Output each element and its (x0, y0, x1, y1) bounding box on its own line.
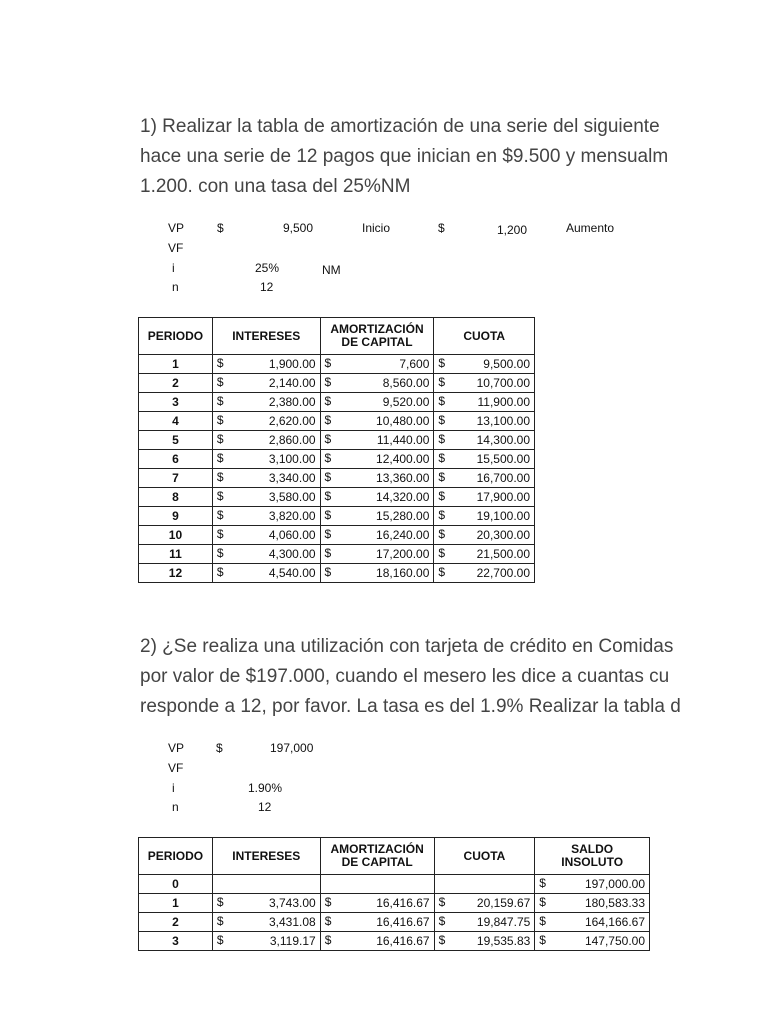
currency-symbol: $ (324, 565, 332, 579)
cell-periodo: 1 (139, 894, 213, 913)
cell-money (320, 355, 434, 374)
table-row (139, 913, 650, 932)
amount: 7,600 (399, 357, 430, 371)
table-row (139, 393, 535, 412)
currency-symbol: $ (324, 470, 332, 484)
currency-symbol: $ (324, 413, 332, 427)
cell-money (535, 875, 650, 894)
table-row (139, 488, 535, 507)
question-2-line-1: 2) ¿Se realiza una utilización con tarjeta de crédito en Comidas (140, 636, 674, 657)
currency-symbol: $ (324, 451, 332, 465)
table-row (139, 526, 535, 545)
cell-money (434, 932, 535, 951)
amount: 3,340.00 (268, 471, 316, 485)
amount: 20,159.67 (476, 896, 531, 910)
amount: 3,820.00 (268, 509, 316, 523)
cell-periodo: 2 (139, 913, 213, 932)
cell-money (320, 450, 434, 469)
currency-symbol: $ (438, 413, 446, 427)
cell-periodo: 9 (139, 507, 213, 526)
cell-money (320, 564, 434, 583)
table-body (139, 355, 535, 583)
header-intereses: INTERESES (212, 838, 320, 875)
amortization-table-1 (138, 317, 535, 583)
n-value: 12 (260, 280, 274, 294)
currency-symbol: $ (438, 914, 446, 928)
currency-symbol: $ (438, 375, 446, 389)
header-cuota: CUOTA (434, 838, 535, 875)
table-header-row (139, 318, 535, 355)
cell-money (320, 488, 434, 507)
cell-money (535, 932, 650, 951)
cell-money (434, 374, 535, 393)
cell-money (212, 431, 320, 450)
amount: 17,200.00 (376, 547, 430, 561)
currency-symbol: $ (216, 356, 224, 370)
currency-symbol: $ (216, 565, 224, 579)
cell-money (434, 564, 535, 583)
cell-money (434, 894, 535, 913)
currency-symbol: $ (216, 933, 224, 947)
amount: 180,583.33 (584, 896, 645, 910)
currency-symbol: $ (438, 394, 446, 408)
cell-periodo: 7 (139, 469, 213, 488)
aumento-label: Aumento (566, 221, 615, 235)
currency-symbol: $ (438, 933, 446, 947)
amount: 3,100.00 (268, 452, 316, 466)
vp-value: 9,500 (283, 221, 314, 235)
amount: 16,240.00 (376, 528, 430, 542)
currency-symbol: $ (216, 413, 224, 427)
cell-money (212, 545, 320, 564)
i-value: 1.90% (248, 781, 283, 795)
cell-periodo: 3 (139, 393, 213, 412)
currency-symbol: $ (324, 394, 332, 408)
amount: 18,160.00 (376, 566, 430, 580)
currency-symbol: $ (324, 895, 332, 909)
currency-symbol: $ (216, 546, 224, 560)
amount: 3,743.00 (268, 896, 316, 910)
amount: 13,360.00 (376, 471, 430, 485)
table-row (139, 450, 535, 469)
cell-money (434, 469, 535, 488)
amortization-table-2 (138, 837, 650, 951)
currency-symbol: $ (324, 489, 332, 503)
currency-symbol: $ (438, 470, 446, 484)
cell-money (320, 412, 434, 431)
question-1-line-3: 1.200. con una tasa del 25%NM (140, 176, 411, 197)
inicio-value: 1,200 (497, 223, 528, 237)
cell-money (434, 431, 535, 450)
cell-money (212, 374, 320, 393)
header-amortizacion: AMORTIZACIÓN DE CAPITAL (320, 318, 434, 355)
currency-symbol: $ (539, 895, 546, 909)
table-row (139, 564, 535, 583)
nm-label: NM (322, 263, 341, 277)
currency-symbol: $ (438, 508, 446, 522)
amount: 2,860.00 (268, 433, 316, 447)
amount: 10,480.00 (376, 414, 430, 428)
cell-money (535, 913, 650, 932)
cell-periodo: 11 (139, 545, 213, 564)
currency-symbol: $ (539, 914, 546, 928)
amount: 14,320.00 (376, 490, 430, 504)
amount: 13,100.00 (476, 414, 530, 428)
currency-symbol: $ (216, 489, 224, 503)
cell-periodo: 5 (139, 431, 213, 450)
cell-periodo: 1 (139, 355, 213, 374)
amount: 14,300.00 (476, 433, 530, 447)
question-1-line-2: hace una serie de 12 pagos que inician en $9.500 y mensualm (140, 146, 669, 167)
cell-money (434, 507, 535, 526)
cell-money (320, 894, 434, 913)
cell-money (212, 469, 320, 488)
currency-symbol: $ (438, 565, 446, 579)
header-cuota: CUOTA (434, 318, 535, 355)
cell-money (535, 894, 650, 913)
currency-symbol: $ (216, 375, 224, 389)
vp-label: VP (168, 221, 185, 235)
cell-money (434, 412, 535, 431)
cell-money (320, 393, 434, 412)
currency-symbol: $ (438, 356, 446, 370)
amount: 11,440.00 (376, 433, 430, 447)
currency-symbol: $ (216, 432, 224, 446)
amount: 10,700.00 (476, 376, 530, 390)
i-label: i (172, 261, 175, 275)
table-row (139, 875, 650, 894)
cell-money (434, 450, 535, 469)
amount: 17,900.00 (476, 490, 530, 504)
cell-money (212, 913, 320, 932)
vp-value: 197,000 (270, 741, 314, 755)
amount: 9,520.00 (382, 395, 430, 409)
currency-symbol: $ (438, 895, 446, 909)
currency-symbol: $ (216, 895, 224, 909)
amount: 147,750.00 (584, 934, 645, 948)
amount: 20,300.00 (476, 528, 530, 542)
table-row (139, 355, 535, 374)
cell-money (434, 355, 535, 374)
table-row (139, 374, 535, 393)
table-header-row (139, 838, 650, 875)
cell-money (434, 545, 535, 564)
amount: 15,500.00 (476, 452, 530, 466)
amount: 16,416.67 (376, 896, 430, 910)
header-periodo: PERIODO (139, 318, 213, 355)
currency-symbol: $ (216, 394, 224, 408)
amount: 4,060.00 (268, 528, 316, 542)
vp-label: VP (168, 741, 185, 755)
amount: 21,500.00 (476, 547, 530, 561)
cell-money (434, 393, 535, 412)
question-2-text (140, 632, 740, 722)
amount: 16,416.67 (376, 934, 430, 948)
amount: 3,580.00 (268, 490, 316, 504)
cell-periodo: 6 (139, 450, 213, 469)
amount: 197,000.00 (584, 877, 645, 891)
cell-periodo: 8 (139, 488, 213, 507)
header-periodo: PERIODO (139, 838, 213, 875)
cell-money (212, 932, 320, 951)
cell-money (434, 526, 535, 545)
amount: 4,540.00 (268, 566, 316, 580)
currency-symbol: $ (216, 508, 224, 522)
header-saldo-insoluto: SALDO INSOLUTO (535, 838, 650, 875)
cell-money (212, 526, 320, 545)
cell-money (320, 374, 434, 393)
vf-label: VF (168, 761, 184, 775)
cell-money (212, 507, 320, 526)
cell-money (320, 526, 434, 545)
n-label: n (172, 280, 179, 294)
n-value: 12 (258, 800, 272, 814)
currency-symbol: $ (324, 527, 332, 541)
currency-symbol: $ (324, 508, 332, 522)
amount: 1,900.00 (268, 357, 316, 371)
cell-money (212, 450, 320, 469)
cell-money (212, 564, 320, 583)
table-row (139, 507, 535, 526)
cell-periodo: 3 (139, 932, 213, 951)
currency-symbol: $ (438, 527, 446, 541)
cell-money (320, 875, 434, 894)
cell-money (212, 488, 320, 507)
inicio-label: Inicio (362, 221, 391, 235)
cell-money (434, 913, 535, 932)
vp-currency: $ (216, 741, 223, 755)
header-amortizacion: AMORTIZACIÓN DE CAPITAL (320, 838, 434, 875)
amount: 19,847.75 (476, 915, 531, 929)
question-1-line-1: 1) Realizar la tabla de amortización de una serie del siguiente (140, 116, 660, 137)
amount: 3,119.17 (269, 934, 316, 948)
cell-periodo: 0 (139, 875, 213, 894)
currency-symbol: $ (438, 451, 446, 465)
currency-symbol: $ (438, 432, 446, 446)
cell-periodo: 2 (139, 374, 213, 393)
cell-money (212, 894, 320, 913)
table-row (139, 545, 535, 564)
currency-symbol: $ (324, 356, 332, 370)
cell-money (212, 393, 320, 412)
cell-money (320, 469, 434, 488)
amount: 19,100.00 (476, 509, 530, 523)
table-row (139, 469, 535, 488)
amount: 16,416.67 (376, 915, 430, 929)
amount: 2,380.00 (268, 395, 316, 409)
amount: 8,560.00 (382, 376, 430, 390)
table-row (139, 894, 650, 913)
i-value: 25% (255, 261, 280, 275)
cell-money (212, 875, 320, 894)
vp-currency: $ (217, 221, 224, 235)
cell-money (320, 545, 434, 564)
amount: 2,620.00 (268, 414, 316, 428)
cell-money (434, 875, 535, 894)
amount: 16,700.00 (476, 471, 530, 485)
currency-symbol: $ (216, 527, 224, 541)
vf-label: VF (168, 241, 184, 255)
currency-symbol: $ (438, 489, 446, 503)
amount: 4,300.00 (268, 547, 316, 561)
header-intereses: INTERESES (212, 318, 320, 355)
currency-symbol: $ (324, 432, 332, 446)
cell-periodo: 4 (139, 412, 213, 431)
cell-money (434, 488, 535, 507)
table-row (139, 431, 535, 450)
currency-symbol: $ (539, 876, 546, 890)
amount: 11,900.00 (477, 395, 530, 409)
cell-periodo: 12 (139, 564, 213, 583)
question-1-text (140, 112, 740, 202)
cell-money (320, 932, 434, 951)
amount: 19,535.83 (476, 934, 531, 948)
amount: 2,140.00 (268, 376, 316, 390)
currency-symbol: $ (324, 546, 332, 560)
amount: 164,166.67 (584, 915, 645, 929)
cell-money (320, 431, 434, 450)
amount: 22,700.00 (476, 566, 530, 580)
table-row (139, 412, 535, 431)
inicio-currency: $ (438, 221, 445, 235)
table-body (139, 875, 650, 951)
question-2-line-2: por valor de $197.000, cuando el mesero les dice a cuantas cu (140, 666, 670, 687)
amount: 12,400.00 (376, 452, 430, 466)
i-label: i (172, 781, 175, 795)
cell-money (320, 507, 434, 526)
currency-symbol: $ (216, 451, 224, 465)
cell-money (320, 913, 434, 932)
amount: 3,431.08 (268, 915, 316, 929)
currency-symbol: $ (324, 375, 332, 389)
cell-money (212, 355, 320, 374)
cell-periodo: 10 (139, 526, 213, 545)
currency-symbol: $ (324, 914, 332, 928)
amount: 9,500.00 (483, 357, 530, 371)
currency-symbol: $ (216, 470, 224, 484)
currency-symbol: $ (438, 546, 446, 560)
amount: 15,280.00 (376, 509, 430, 523)
n-label: n (172, 800, 179, 814)
currency-symbol: $ (539, 933, 546, 947)
currency-symbol: $ (324, 933, 332, 947)
cell-money (212, 412, 320, 431)
question-2-line-3: responde a 12, por favor. La tasa es del 1.9% Realizar la tabla d (140, 696, 681, 717)
currency-symbol: $ (216, 914, 224, 928)
table-row (139, 932, 650, 951)
